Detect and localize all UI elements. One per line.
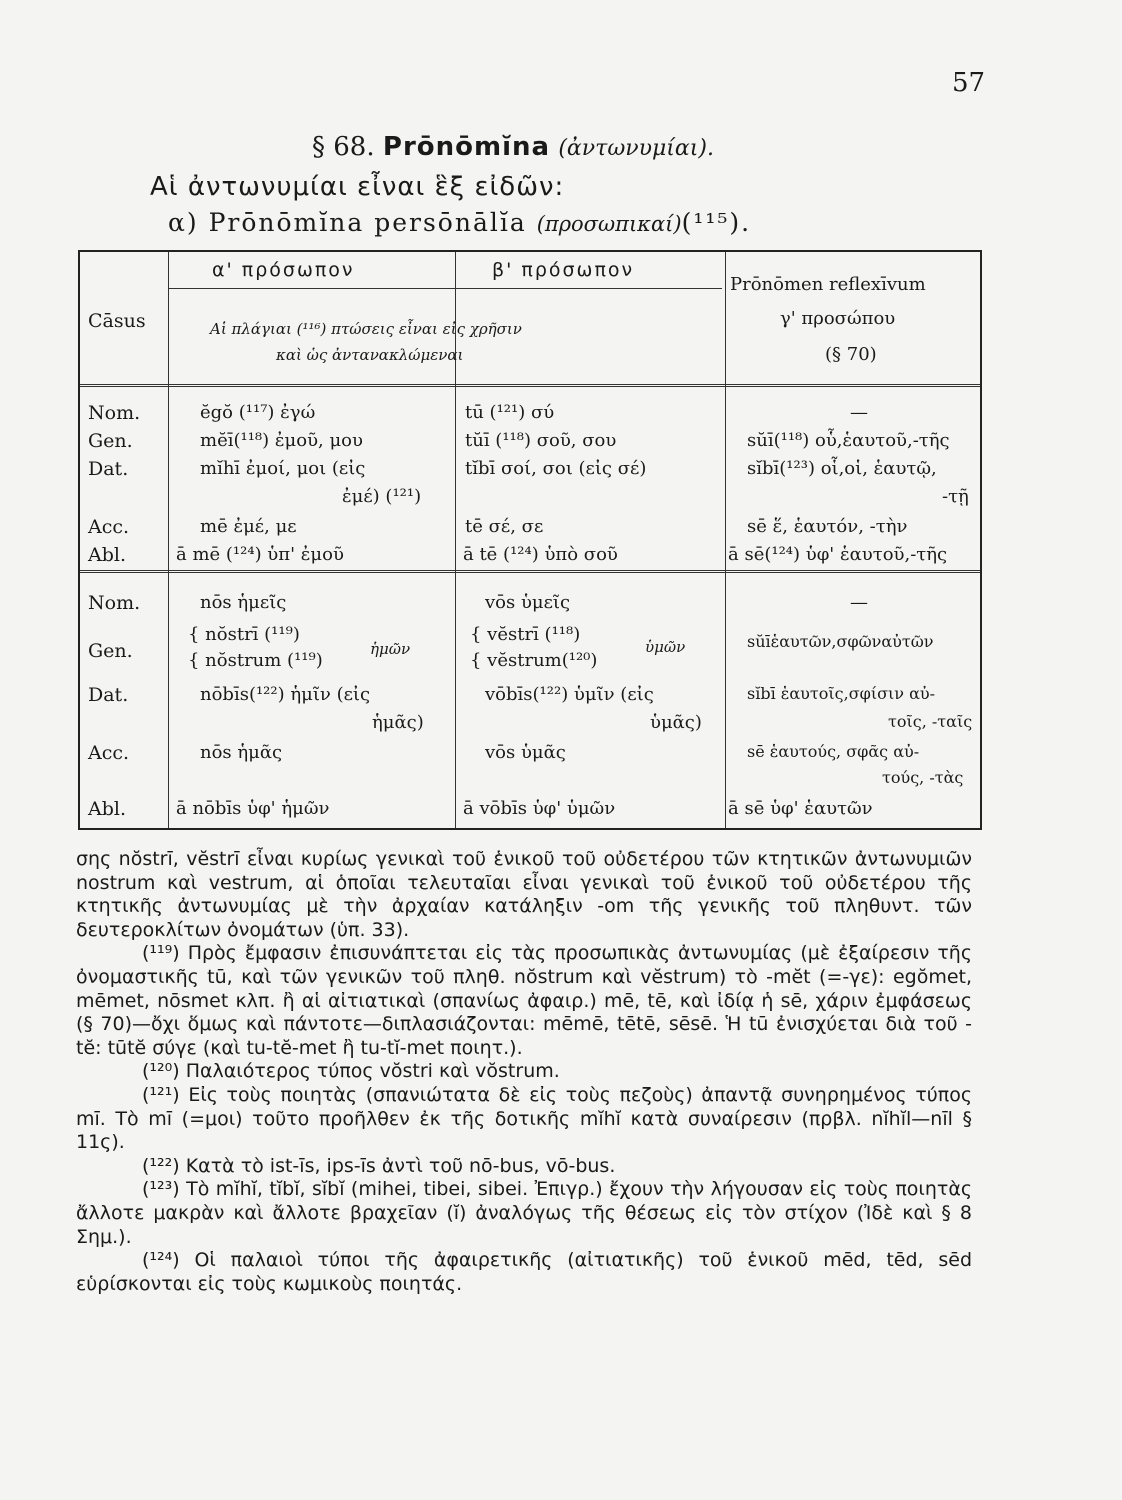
col-divider xyxy=(168,252,169,828)
pl-reflexive: ā sē ὑφ' ἑαυτῶν xyxy=(728,798,873,819)
section-title-greek: (ἀντωνυμίαι). xyxy=(558,136,714,161)
case-label: Gen. xyxy=(88,430,133,452)
sg-reflexive: sĭbī(¹²³) οἷ,οἱ, ἑαυτῷ, xyxy=(747,458,937,479)
pl-second-person-greek: ὑμῶν xyxy=(645,638,686,656)
case-label: Acc. xyxy=(88,742,130,764)
section-title: Prōnōmĭna xyxy=(382,132,551,162)
col-divider xyxy=(455,252,456,828)
subsection-ref: (¹¹⁵). xyxy=(681,208,752,237)
case-label: Acc. xyxy=(88,516,130,538)
pl-reflexive: — xyxy=(850,592,868,613)
pl-reflexive-cont: τοῖς, -ταῖς xyxy=(888,712,973,731)
pl-second-person: vōs ὑμεῖς xyxy=(485,592,571,613)
footnote-123: (¹²³) Τὸ mĭhĭ, tĭbĭ, sĭbĭ (mihei, tibei, sibei. Ἐπιγρ.) ἔχουν τὴν λήγουσαν εἰς τοὺς ποιητὰς ἄλλοτε μακρὰν καὶ ἄλλοτε βραχεῖαν (ĭ) ἀναλόγως τῆς θέσεως εἰς τὸν στίχον (Ἰδὲ καὶ § 8 Σημ.). xyxy=(76,1178,972,1248)
subsection-heading xyxy=(168,208,751,237)
sg-first-person-cont: ἐμέ) (¹²¹) xyxy=(342,486,422,507)
case-label: Abl. xyxy=(88,798,126,820)
pl-reflexive-cont: τούς, -τὰς xyxy=(882,768,964,787)
footnote-121: (¹²¹) Εἰς τοὺς ποιητὰς (σπανιώτατα δὲ εἰς τοὺς πεζοὺς) ἀπαντᾷ συνηρημένος τύπος mī. Τὸ mī (=μοι) τοῦτο προῆλθεν ἐκ τῆς δοτικῆς mĭhĭ κατὰ συναίρεσιν (πρβλ. nĭhĭl—nīl § 11ς). xyxy=(76,1083,972,1154)
intro-line: Αἱ ἀντωνυμίαι εἶναι ἓξ εἰδῶν: xyxy=(150,172,565,202)
pl-first-person-greek: ἡμῶν xyxy=(370,640,411,658)
pl-reflexive: sĭbī ἑαυτοῖς,σφίσιν αὐ- xyxy=(747,684,936,703)
sg-first-person: mĕī(¹¹⁸) ἐμοῦ, μου xyxy=(200,430,363,451)
sg-second-person: tĭbī σοί, σοι (εἰς σέ) xyxy=(465,458,647,479)
pronoun-table xyxy=(78,250,982,830)
sg-reflexive: sē ἕ, ἑαυτόν, -τὴν xyxy=(747,516,908,537)
sg-second-person: tū (¹²¹) σύ xyxy=(465,402,555,423)
sg-first-person: mĭhī ἐμοί, μοι (εἰς xyxy=(200,458,366,479)
pl-reflexive: sŭīἑαυτῶν,σφῶναὐτῶν xyxy=(747,632,934,651)
number-rule xyxy=(80,570,980,573)
pl-first-person-cont: ἡμᾶς) xyxy=(372,712,424,733)
pl-first-person: ā nōbīs ὑφ' ἡμῶν xyxy=(176,798,330,819)
sg-reflexive: sŭī(¹¹⁸) οὗ,ἑαυτοῦ,-τῆς xyxy=(747,430,950,451)
pl-second-person: { vĕstrī (¹¹⁸) xyxy=(470,624,581,645)
sg-reflexive-cont: -τῇ xyxy=(942,486,969,507)
section-heading xyxy=(312,132,714,162)
second-person-header: β' πρόσωπον xyxy=(492,259,635,281)
pl-reflexive: sē ἑαυτούς, σφᾶς αὐ- xyxy=(747,742,920,761)
footnote-124: (¹²⁴) Οἱ παλαιοὶ τύποι τῆς ἀφαιρετικῆς (αἰτιατικῆς) τοῦ ἑνικοῦ mēd, tēd, sēd εὑρίσκονται εἰς τοὺς κωμικοὺς ποιητάς. xyxy=(76,1249,972,1295)
pl-first-person: nōs ἡμεῖς xyxy=(200,592,287,613)
case-label: Dat. xyxy=(88,458,129,480)
sg-second-person: tŭī (¹¹⁸) σοῦ, σου xyxy=(465,430,617,451)
col-divider xyxy=(725,252,726,828)
sg-second-person: tē σέ, σε xyxy=(465,516,544,537)
pl-second-person-cont: ὑμᾶς) xyxy=(650,712,702,733)
case-label: Gen. xyxy=(88,640,133,662)
pl-first-person: { nŏstrī (¹¹⁹) xyxy=(188,624,300,645)
footnote-119: (¹¹⁹) Πρὸς ἔμφασιν ἐπισυνάπτεται εἰς τὰς προσωπικὰς ἀντωνυμίας (μὲ ἐξαίρεσιν τῆς ὀνομαστικῆς tū, καὶ τῶν γενικῶν τοῦ πληθ. nŏstrum καὶ vĕstrum) τὸ -mĕt (=-γε): egŏmet, mēmet, nōsmet κλπ. ἢ αἱ αἰτιατικαὶ (σπανίως ἀφαιρ.) mē, tē, καὶ ἰδίᾳ ἡ sē, χάριν ἐμφάσεως (§ 70)—ὄχι ὅμως καὶ πάντοτε—διπλασιάζονται: mēmē, tētē, sēsē. Ἡ tū ἐνισχύεται διὰ τοῦ -tĕ: tūtĕ σύγε (καὶ tu-tĕ-met ἢ tu-tĭ-met ποιητ.). xyxy=(76,942,972,1059)
footnote-122: (¹²²) Κατὰ τὸ ist-īs, ips-īs ἀντὶ τοῦ nō-bus, vō-bus. xyxy=(142,1154,616,1177)
footnote-120: (¹²⁰) Παλαιότερος τύπος vŏstri καὶ vŏstrum. xyxy=(142,1060,560,1083)
pl-second-person: vōs ὑμᾶς xyxy=(485,742,566,763)
sg-first-person: ā mē (¹²⁴) ὑπ' ἐμοῦ xyxy=(176,544,344,565)
header-note-1: Αἱ πλάγιαι (¹¹⁶) πτώσεις εἶναι εἰς χρῆσιν xyxy=(210,320,522,338)
reflexive-header-person: γ' προσώπου xyxy=(780,308,896,329)
first-person-header: α' πρόσωπον xyxy=(212,259,355,281)
reflexive-header: Prōnōmen reflexīvum xyxy=(730,274,926,295)
case-label: Nom. xyxy=(88,402,141,424)
pl-second-person-alt: { vĕstrum(¹²⁰) xyxy=(470,650,598,671)
casus-header: Cāsus xyxy=(88,310,146,332)
footnotes xyxy=(76,848,972,1296)
sg-first-person: ĕgŏ (¹¹⁷) ἐγώ xyxy=(200,402,316,423)
sg-reflexive: — xyxy=(850,402,868,423)
reflexive-header-ref: (§ 70) xyxy=(825,344,877,365)
case-label: Nom. xyxy=(88,592,141,614)
sg-second-person: ā tē (¹²⁴) ὑπὸ σοῦ xyxy=(463,544,618,565)
header-note-2: καὶ ὡς ἀντανακλώμεναι xyxy=(276,346,464,364)
case-label: Abl. xyxy=(88,544,126,566)
pl-second-person: vōbīs(¹²²) ὑμῖν (εἰς xyxy=(485,684,654,705)
header-divider xyxy=(168,288,722,289)
subsection-greek: (προσωπικαί) xyxy=(536,212,682,236)
sg-first-person: mē ἐμέ, με xyxy=(200,516,297,537)
pl-first-person: nōs ἡμᾶς xyxy=(200,742,283,763)
header-rule xyxy=(80,384,980,387)
pl-first-person: nōbīs(¹²²) ἡμῖν (εἰς xyxy=(200,684,371,705)
pl-first-person-alt: { nŏstrum (¹¹⁹) xyxy=(188,650,323,671)
section-number: § 68. xyxy=(312,132,375,162)
pl-second-person: ā vōbīs ὑφ' ὑμῶν xyxy=(463,798,616,819)
case-label: Dat. xyxy=(88,684,129,706)
subsection-label: α) Prōnōmĭna persōnālĭa xyxy=(168,208,527,237)
footnote-continuation: σης nŏstrī, vĕstrī εἶναι κυρίως γενικαὶ τοῦ ἑνικοῦ τοῦ οὐδετέρου τῶν κτητικῶν ἀντωνυμιῶν nostrum καὶ vestrum, αἱ ὁποῖαι τελευταῖαι εἶναι γενικαὶ τοῦ ἑνικοῦ τοῦ οὐδετέρου τῆς κτητικῆς ἀντωνυμίας μὲ τὴν ἀρχαίαν κατάληξιν -om τῆς γενικῆς τοῦ πληθυντ. τῶν δευτεροκλίτων ὀνομάτων (ὑπ. 33). xyxy=(76,848,972,941)
sg-reflexive: ā sē(¹²⁴) ὑφ' ἑαυτοῦ,-τῆς xyxy=(728,544,948,565)
page-number: 57 xyxy=(952,68,986,98)
